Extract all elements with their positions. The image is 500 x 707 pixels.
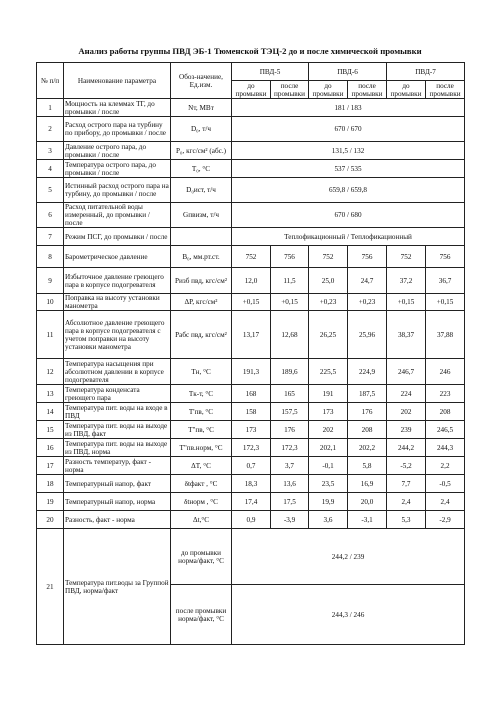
- row-value: 11,5: [271, 268, 309, 294]
- row-designation: Pизб пвд, кгс/см²: [171, 268, 232, 294]
- table-row: [37, 268, 465, 294]
- row-value: 202: [309, 421, 348, 439]
- row-value: 172,3: [232, 439, 271, 457]
- row-value: 0,7: [232, 457, 271, 475]
- header-sub-after: после промывки: [271, 81, 309, 99]
- table-row: [37, 142, 465, 160]
- table-row: [37, 457, 465, 475]
- row-number: 19: [37, 493, 64, 511]
- row-parameter: Избыточное давление греющего пара в корпусе подогревателя: [64, 268, 171, 294]
- row-value: 239: [387, 421, 426, 439]
- row-merged-value: 181 / 183: [232, 99, 465, 117]
- row-value: 37,88: [426, 311, 465, 359]
- row-value: 16,9: [348, 475, 387, 493]
- row-value: 13,17: [232, 311, 271, 359]
- row-value: +0,23: [348, 294, 387, 311]
- row-parameter: Температурный напор, норма: [64, 493, 171, 511]
- table-row: [37, 385, 465, 403]
- row-value: 756: [426, 246, 465, 268]
- row-value: 225,5: [309, 359, 348, 385]
- row-designation: D₀, т/ч: [171, 117, 232, 142]
- row-value: 165: [271, 385, 309, 403]
- row-value: 756: [271, 246, 309, 268]
- row-value: 208: [348, 421, 387, 439]
- row-merged-value: Теплофикационный / Теплофикационный: [232, 228, 465, 246]
- table-row: [37, 117, 465, 142]
- row-number: 4: [37, 160, 64, 178]
- row-value: 26,25: [309, 311, 348, 359]
- row-designation: D₀ист, т/ч: [171, 178, 232, 203]
- row-parameter: Расход питательной воды измеренный, до промывки / после: [64, 203, 171, 228]
- row-parameter: Барометрическое давление: [64, 246, 171, 268]
- header-num: № п/п: [37, 63, 64, 99]
- row-value: 176: [271, 421, 309, 439]
- row-value: 7,7: [387, 475, 426, 493]
- row-value: 246: [426, 359, 465, 385]
- table-row: [37, 439, 465, 457]
- row-number: 7: [37, 228, 64, 246]
- row-number: 12: [37, 359, 64, 385]
- row-value: 752: [387, 246, 426, 268]
- row-value: -3,1: [348, 511, 387, 529]
- row-value: 18,3: [232, 475, 271, 493]
- row-parameter: Разность, факт - норма: [64, 511, 171, 529]
- table-row: [37, 178, 465, 203]
- row-value: 17,4: [232, 493, 271, 511]
- row-parameter: Температура насыщения при абсолютном давлении в корпусе подогревателя: [64, 359, 171, 385]
- row-value: 5,3: [387, 511, 426, 529]
- row-number: 5: [37, 178, 64, 203]
- row-designation: Nт, МВт: [171, 99, 232, 117]
- row-designation: T"пв.норм, °С: [171, 439, 232, 457]
- row-value: 38,37: [387, 311, 426, 359]
- row-value: +0,15: [387, 294, 426, 311]
- row-merged-value: 537 / 535: [232, 160, 465, 178]
- table-row: [37, 511, 465, 529]
- row-number: 10: [37, 294, 64, 311]
- row-value: 19,9: [309, 493, 348, 511]
- row-value: 3,7: [271, 457, 309, 475]
- row-value: 2,4: [426, 493, 465, 511]
- row-value: 13,6: [271, 475, 309, 493]
- row-parameter: Разность температур, факт - норма: [64, 457, 171, 475]
- row-value: 246,7: [387, 359, 426, 385]
- row-designation: B₀, мм.рт.ст.: [171, 246, 232, 268]
- row-value: 173: [309, 403, 348, 421]
- row-merged-value: 244,3 / 246: [232, 585, 465, 645]
- row-parameter: Температура пит. воды на выходе из ПВД, норма: [64, 439, 171, 457]
- row-value: 2,2: [426, 457, 465, 475]
- table-row: [37, 294, 465, 311]
- row-value: 12,0: [232, 268, 271, 294]
- header-sub-before: до промывки: [309, 81, 348, 99]
- table-row: [37, 99, 465, 117]
- row-value: 0,9: [232, 511, 271, 529]
- header-group-pvd5: ПВД-5: [232, 63, 309, 81]
- row-designation: Tн, °С: [171, 359, 232, 385]
- row-value: 756: [348, 246, 387, 268]
- row-number: 3: [37, 142, 64, 160]
- table-row: [37, 475, 465, 493]
- row-value: 246,5: [426, 421, 465, 439]
- row-parameter: Истинный расход острого пара на турбину, до промывки / после: [64, 178, 171, 203]
- row-parameter: Поправка на высоту установки манометра: [64, 294, 171, 311]
- row-designation: ΔP, кгс/см²: [171, 294, 232, 311]
- row-value: 173: [232, 421, 271, 439]
- row-parameter: Режим ПСГ, до промывки / после: [64, 228, 171, 246]
- row-number: 18: [37, 475, 64, 493]
- row-value: 17,5: [271, 493, 309, 511]
- row-designation: δtфакт , °С: [171, 475, 232, 493]
- row-value: 752: [232, 246, 271, 268]
- row-designation: P₀, кгс/см² (абс.): [171, 142, 232, 160]
- row-value: 3,6: [309, 511, 348, 529]
- row-parameter: Температурный напор, факт: [64, 475, 171, 493]
- row-number: 6: [37, 203, 64, 228]
- row-value: 244,3: [426, 439, 465, 457]
- header-designation: Обоз-начение, Ед.изм.: [171, 63, 232, 99]
- row-parameter: Температура острого пара, до промывки / после: [64, 160, 171, 178]
- row-number: 20: [37, 511, 64, 529]
- row-value: 24,7: [348, 268, 387, 294]
- table-row: [37, 160, 465, 178]
- header-param: Наименование параметра: [64, 63, 171, 99]
- row-value: 752: [309, 246, 348, 268]
- header-group-pvd6: ПВД-6: [309, 63, 387, 81]
- row-value: +0,15: [271, 294, 309, 311]
- table-row: [37, 421, 465, 439]
- row-value: 25,0: [309, 268, 348, 294]
- row-number: 8: [37, 246, 64, 268]
- row-number: 17: [37, 457, 64, 475]
- row-number: 21: [37, 529, 64, 645]
- row-parameter: Температура пит. воды на выходе из ПВД, факт: [64, 421, 171, 439]
- row-parameter: Температура пит.воды за Группой ПВД, норма/факт: [64, 529, 171, 645]
- row-number: 11: [37, 311, 64, 359]
- row-value: +0,15: [232, 294, 271, 311]
- row-value: 2,4: [387, 493, 426, 511]
- row-number: 13: [37, 385, 64, 403]
- row-value: -5,2: [387, 457, 426, 475]
- row-value: 202: [387, 403, 426, 421]
- row-value: 191,3: [232, 359, 271, 385]
- row-value: 12,68: [271, 311, 309, 359]
- row-parameter: Давление острого пара, до промывки / после: [64, 142, 171, 160]
- row-subcondition: до промывки норма/факт, °С: [171, 529, 232, 585]
- row-value: 191: [309, 385, 348, 403]
- row-merged-value: 670 / 680: [232, 203, 465, 228]
- row-value: 157,5: [271, 403, 309, 421]
- row-value: -0,5: [426, 475, 465, 493]
- row-parameter: Мощность на клеммах ТГ, до промывки / после: [64, 99, 171, 117]
- row-value: +0,23: [309, 294, 348, 311]
- row-value: 172,3: [271, 439, 309, 457]
- table-row: [37, 529, 465, 585]
- row-designation: [171, 228, 232, 246]
- table-row: [37, 246, 465, 268]
- row-value: 20,0: [348, 493, 387, 511]
- row-parameter: Температура пит. воды на входе в ПВД: [64, 403, 171, 421]
- row-value: 176: [348, 403, 387, 421]
- row-value: 189,6: [271, 359, 309, 385]
- table-row: [37, 493, 465, 511]
- row-merged-value: 659,8 / 659,8: [232, 178, 465, 203]
- header-sub-after: после промывки: [426, 81, 465, 99]
- row-designation: T"пв, °С: [171, 421, 232, 439]
- row-value: 5,8: [348, 457, 387, 475]
- row-designation: T'пв, °С: [171, 403, 232, 421]
- row-designation: Pабс пвд, кгс/см²: [171, 311, 232, 359]
- row-number: 2: [37, 117, 64, 142]
- header-group-pvd7: ПВД-7: [387, 63, 465, 81]
- row-parameter: Расход острого пара на турбину по прибору, до промывки / после: [64, 117, 171, 142]
- row-value: 244,2: [387, 439, 426, 457]
- row-designation: Δt,°С: [171, 511, 232, 529]
- row-value: 223: [426, 385, 465, 403]
- row-value: 25,96: [348, 311, 387, 359]
- row-designation: T₀, °С: [171, 160, 232, 178]
- row-value: +0,15: [426, 294, 465, 311]
- row-number: 15: [37, 421, 64, 439]
- row-value: 202,1: [309, 439, 348, 457]
- page-title: Анализ работы группы ПВД ЭБ-1 Тюменской ТЭЦ-2 до и после химической промывки: [78, 46, 422, 56]
- row-value: 23,5: [309, 475, 348, 493]
- row-value: 208: [426, 403, 465, 421]
- row-value: -2,9: [426, 511, 465, 529]
- table-row: [37, 403, 465, 421]
- table-row: [37, 228, 465, 246]
- header-sub-before: до промывки: [232, 81, 271, 99]
- row-value: -0,1: [309, 457, 348, 475]
- row-parameter: Абсолютное давление греющего пара в корпусе подогревателя с учетом поправки на высоту установки манометра: [64, 311, 171, 359]
- row-value: -3,9: [271, 511, 309, 529]
- row-designation: ΔT, °С: [171, 457, 232, 475]
- row-number: 16: [37, 439, 64, 457]
- row-value: 36,7: [426, 268, 465, 294]
- row-value: 158: [232, 403, 271, 421]
- row-designation: δtнорм , °С: [171, 493, 232, 511]
- row-number: 9: [37, 268, 64, 294]
- row-number: 14: [37, 403, 64, 421]
- row-value: 168: [232, 385, 271, 403]
- table-row: [37, 359, 465, 385]
- row-value: 187,5: [348, 385, 387, 403]
- row-merged-value: 670 / 670: [232, 117, 465, 142]
- header-sub-after: после промывки: [348, 81, 387, 99]
- row-designation: Tк-т, °С: [171, 385, 232, 403]
- header-sub-before: до промывки: [387, 81, 426, 99]
- analysis-table: [36, 62, 465, 645]
- row-number: 1: [37, 99, 64, 117]
- row-merged-value: 131,5 / 132: [232, 142, 465, 160]
- row-parameter: Температура конденсата греющего пара: [64, 385, 171, 403]
- row-designation: Gпвизм, т/ч: [171, 203, 232, 228]
- table-row: [37, 311, 465, 359]
- row-value: 202,2: [348, 439, 387, 457]
- table-row: [37, 203, 465, 228]
- row-value: 37,2: [387, 268, 426, 294]
- row-value: 224: [387, 385, 426, 403]
- row-subcondition: после промывки норма/факт, °С: [171, 585, 232, 645]
- row-value: 224,9: [348, 359, 387, 385]
- row-merged-value: 244,2 / 239: [232, 529, 465, 585]
